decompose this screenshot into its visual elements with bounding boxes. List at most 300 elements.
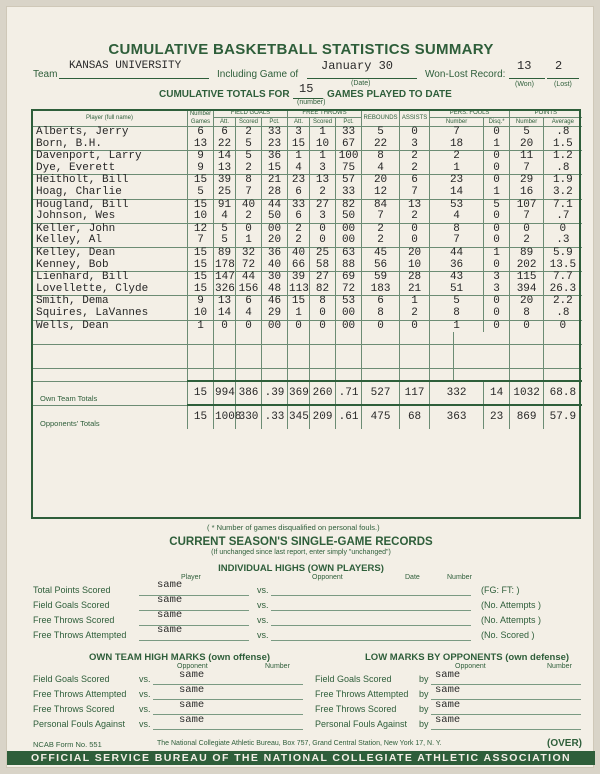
stat-dq: 0 (484, 296, 510, 308)
ft-scored-header: Scored (310, 118, 336, 127)
col-date: Date (405, 574, 420, 581)
low-row-value: same (435, 684, 461, 696)
by-label: by (419, 689, 429, 699)
stat-ftm: 25 (310, 247, 336, 259)
ft-pct-header: Pct. (336, 118, 362, 127)
stat-dq: 3 (484, 272, 510, 284)
stat-fgm: 40 (236, 199, 262, 211)
stat-fgp: 36 (262, 151, 288, 163)
blank-cell (362, 356, 400, 368)
stat-ftm: 0 (310, 320, 336, 332)
stat-ftm: 1 (310, 151, 336, 163)
blank-cell (430, 332, 454, 344)
total-pts: 869 (510, 405, 544, 429)
team-row-label: Free Throws Attempted (33, 689, 127, 699)
player-line (139, 595, 249, 596)
stat-pf: 36 (430, 260, 484, 272)
stat-fgm: 44 (236, 272, 262, 284)
stat-avg: 13.5 (544, 260, 582, 272)
stat-ast: 0 (400, 223, 430, 235)
stat-avg: .8 (544, 308, 582, 320)
stat-g: 1 (188, 320, 214, 332)
stat-fga: 14 (214, 308, 236, 320)
stat-reb: 59 (362, 272, 400, 284)
stat-avg: 7.7 (544, 272, 582, 284)
stat-avg: .8 (544, 163, 582, 175)
team-col-opponent: Opponent (177, 663, 208, 670)
stat-ast: 2 (400, 308, 430, 320)
individual-row-player: same (157, 594, 183, 606)
stat-dq: 3 (484, 284, 510, 296)
stat-fta: 1 (288, 151, 310, 163)
stat-ftp: 50 (336, 211, 362, 223)
losses-value: 2 (555, 59, 563, 73)
stat-fga: 178 (215, 258, 235, 271)
player-name: Wells, Dean (32, 320, 188, 332)
col-opponent: Opponent (312, 574, 343, 581)
low-row-value: same (435, 699, 461, 711)
stat-fgm: 2 (236, 163, 262, 175)
stat-fgm: 0 (236, 320, 262, 332)
stat-fgm: 156 (236, 284, 262, 296)
assists-header: ASSISTS (400, 109, 430, 127)
total-ftp: .61 (336, 405, 362, 429)
table-row (32, 211, 582, 223)
stat-g: 10 (188, 211, 214, 223)
stat-fgp: 48 (262, 284, 288, 296)
stat-pf: 43 (430, 272, 484, 284)
vs-label: vs. (257, 615, 269, 625)
footer-banner: OFFICIAL SERVICE BUREAU OF THE NATIONAL COLLEGIATE ATHLETIC ASSOCIATION (7, 751, 595, 765)
stat-fta: 3 (288, 127, 310, 139)
player-name: Dye, Everett (32, 163, 188, 175)
low-marks-title: LOW MARKS BY OPPONENTS (own defense) (365, 652, 570, 663)
stat-fgp: 23 (262, 139, 288, 151)
low-row-value: same (435, 714, 461, 726)
blank-cell (214, 356, 236, 368)
stat-g: 15 (188, 175, 214, 187)
stat-fgp: 00 (262, 320, 288, 332)
stats-table (31, 109, 582, 429)
stat-ftp: 72 (336, 284, 362, 296)
total-fta: 345 (288, 405, 310, 429)
blank-row (32, 368, 582, 381)
individual-row-extra: (No. Attempts ) (481, 600, 542, 610)
team-label: Team (33, 69, 58, 80)
opponents-totals-row-label: Opponents' Totals (32, 405, 188, 429)
stat-pts: 20 (510, 296, 544, 308)
stat-ftp: 57 (336, 175, 362, 187)
stat-ftp: 63 (336, 247, 362, 259)
total-g: 15 (188, 405, 214, 429)
stat-reb: 12 (362, 187, 400, 199)
individual-row-extra: (No. Scored ) (481, 630, 535, 640)
low-opponent-line (431, 729, 581, 730)
team-col-number: Number (265, 663, 290, 670)
individual-row-label: Field Goals Scored (33, 600, 110, 610)
by-label: by (419, 704, 429, 714)
stat-fga: 5 (214, 235, 236, 247)
total-reb: 527 (362, 381, 400, 405)
stat-pf: 8 (430, 308, 484, 320)
stat-ftp: 100 (336, 151, 362, 163)
blank-cell (288, 332, 310, 344)
stat-fgp: 29 (262, 308, 288, 320)
stat-avg: .7 (544, 211, 582, 223)
stat-fga: 91 (214, 199, 236, 211)
stat-ftm: 0 (310, 308, 336, 320)
stat-pf: 51 (430, 284, 484, 296)
stat-ftp: 00 (336, 308, 362, 320)
stat-avg: 3.2 (544, 187, 582, 199)
blank-cell (362, 332, 400, 344)
total-fgp: .39 (262, 381, 288, 405)
team-opponent-line (153, 684, 303, 685)
stat-fta: 1 (288, 308, 310, 320)
stat-ast: 2 (400, 151, 430, 163)
stat-ftp: 75 (336, 163, 362, 175)
stat-pts: 8 (510, 308, 544, 320)
stat-ftm: 3 (310, 211, 336, 223)
blank-cell (188, 368, 214, 381)
blank-cell (544, 332, 582, 344)
stat-fga: 13 (214, 296, 236, 308)
table-row (32, 163, 582, 175)
stat-fgp: 33 (262, 127, 288, 139)
blank-cell (310, 356, 336, 368)
blank-cell (214, 332, 236, 344)
stat-ftp: 88 (336, 260, 362, 272)
opponent-line (271, 595, 471, 596)
team-row-label: Field Goals Scored (33, 674, 110, 684)
stat-dq: 0 (484, 127, 510, 139)
date-caption: (Date) (351, 80, 371, 87)
blank-row (32, 344, 582, 356)
stat-ftp: 00 (336, 235, 362, 247)
over-label: (OVER) (547, 738, 582, 749)
stat-reb: 2 (362, 223, 400, 235)
stat-fgp: 28 (262, 187, 288, 199)
individual-row-player: same (157, 579, 183, 591)
stat-reb: 2 (362, 235, 400, 247)
stat-fta: 33 (288, 199, 310, 211)
stat-reb: 183 (362, 284, 400, 296)
stat-g: 7 (188, 235, 214, 247)
total-pf: 332 (430, 381, 484, 405)
stat-avg: 1.2 (544, 151, 582, 163)
blank-cell (262, 368, 288, 381)
stat-ast: 0 (400, 235, 430, 247)
stat-dq: 0 (484, 320, 510, 332)
player-name: Hougland, Bill (32, 199, 188, 211)
total-fgm: 386 (236, 381, 262, 405)
stat-dq: 5 (484, 199, 510, 211)
stat-ftm: 27 (310, 199, 336, 211)
blank-cell (32, 368, 188, 381)
stat-reb: 6 (362, 296, 400, 308)
team-opponent-line (153, 699, 303, 700)
stat-fgp: 36 (262, 247, 288, 259)
blank-cell (430, 356, 454, 368)
team-opponent-line (153, 729, 303, 730)
stat-fga: 5 (214, 223, 236, 235)
wins-value: 13 (517, 59, 532, 73)
stat-pf: 7 (430, 235, 484, 247)
stat-g: 15 (188, 199, 214, 211)
lost-caption: (Lost) (554, 81, 572, 88)
stat-pts: 115 (510, 272, 544, 284)
fouls-header: PERS. FOULS (430, 109, 510, 118)
stat-fgm: 2 (236, 211, 262, 223)
stat-fga: 147 (215, 271, 235, 284)
stat-dq: 0 (484, 308, 510, 320)
low-col-number: Number (547, 663, 572, 670)
individual-row-player: same (157, 609, 183, 621)
stat-reb: 7 (362, 211, 400, 223)
free-throws-header: FREE THROWS (288, 109, 362, 118)
pts-average-header: Average (544, 118, 582, 127)
stat-fgp: 50 (262, 211, 288, 223)
losses-field (547, 57, 579, 79)
stat-fga: 326 (215, 282, 235, 295)
vs-label: vs. (139, 674, 151, 684)
individual-row-label: Total Points Scored (33, 585, 111, 595)
total-ast: 117 (400, 381, 430, 405)
vs-label: vs. (257, 600, 269, 610)
stat-avg: 5.9 (544, 247, 582, 259)
stat-ast: 1 (400, 296, 430, 308)
stat-fga: 14 (214, 151, 236, 163)
blank-row (32, 332, 582, 344)
player-name: Johnson, Wes (32, 211, 188, 223)
stat-ast: 7 (400, 187, 430, 199)
stat-g: 9 (188, 163, 214, 175)
stat-avg: 1.9 (544, 175, 582, 187)
stat-fgm: 6 (236, 296, 262, 308)
stat-ftm: 58 (310, 260, 336, 272)
stat-reb: 45 (362, 247, 400, 259)
team-field (59, 57, 209, 79)
stat-pf: 53 (430, 199, 484, 211)
stat-fgp: 44 (262, 199, 288, 211)
stat-dq: 0 (484, 211, 510, 223)
stat-fta: 15 (288, 296, 310, 308)
stat-ast: 28 (400, 272, 430, 284)
stat-g: 15 (188, 272, 214, 284)
blank-cell (236, 356, 262, 368)
stat-avg: .8 (544, 127, 582, 139)
blank-cell (214, 368, 236, 381)
stat-pf: 8 (430, 223, 484, 235)
stat-pts: 29 (510, 175, 544, 187)
footnote: ( * Number of games disqualified on personal fouls.) (207, 523, 380, 532)
vs-label: vs. (139, 704, 151, 714)
stat-g: 15 (188, 247, 214, 259)
stat-fga: 13 (214, 163, 236, 175)
player-name: Hoag, Charlie (32, 187, 188, 199)
stat-ast: 0 (400, 320, 430, 332)
stat-pf: 1 (430, 163, 484, 175)
total-dq: 14 (484, 381, 510, 405)
blank-cell (454, 332, 510, 344)
game-date-field (307, 57, 417, 79)
total-pts: 1032 (510, 381, 544, 405)
low-row-value: same (435, 669, 461, 681)
player-line (139, 640, 249, 641)
blank-cell (362, 368, 400, 381)
blank-row (32, 356, 582, 368)
stat-pf: 18 (430, 139, 484, 151)
stat-g: 10 (188, 308, 214, 320)
player-name: Squires, LaVannes (32, 308, 188, 320)
table-row (32, 320, 582, 332)
player-name: Kenney, Bob (32, 260, 188, 272)
stat-dq: 0 (484, 235, 510, 247)
stat-ast: 2 (400, 163, 430, 175)
own-totals-row (32, 381, 582, 405)
stat-ftp: 53 (336, 296, 362, 308)
stat-reb: 20 (362, 175, 400, 187)
stat-avg: 0 (544, 320, 582, 332)
blank-cell (310, 368, 336, 381)
stat-avg: 1.5 (544, 139, 582, 151)
stat-fgp: 46 (262, 296, 288, 308)
stat-fgm: 72 (236, 260, 262, 272)
blank-cell (262, 332, 288, 344)
stat-ftm: 0 (310, 223, 336, 235)
blank-cell (454, 356, 510, 368)
table-row (32, 284, 582, 296)
stat-fta: 66 (288, 260, 310, 272)
blank-cell (544, 356, 582, 368)
total-g: 15 (188, 381, 214, 405)
stat-fgm: 5 (236, 151, 262, 163)
stat-g: 12 (188, 223, 214, 235)
fg-pct-header: Pct. (262, 118, 288, 127)
stat-pts: 394 (510, 284, 544, 296)
blank-cell (510, 368, 544, 381)
stat-fta: 0 (288, 320, 310, 332)
player-line (139, 625, 249, 626)
total-ftp: .71 (336, 381, 362, 405)
team-row-label: Personal Fouls Against (33, 719, 126, 729)
stat-pf: 44 (430, 247, 484, 259)
stat-g: 9 (188, 151, 214, 163)
total-fga: 1008 (214, 405, 236, 429)
team-row-value: same (179, 669, 205, 681)
stat-ast: 2 (400, 211, 430, 223)
stat-fgp: 21 (262, 175, 288, 187)
stat-ftm: 1 (310, 127, 336, 139)
number-caption: (number) (297, 99, 326, 106)
page-title: CUMULATIVE BASKETBALL STATISTICS SUMMARY (108, 41, 494, 58)
stat-fga: 4 (214, 211, 236, 223)
stat-pf: 7 (430, 127, 484, 139)
blank-cell (310, 332, 336, 344)
low-row-label: Free Throws Scored (315, 704, 397, 714)
won-lost-label: Won-Lost Record: (425, 69, 506, 80)
stat-fgp: 15 (262, 163, 288, 175)
opponent-line (271, 625, 471, 626)
stat-pf: 23 (430, 175, 484, 187)
total-avg: 68.8 (544, 381, 582, 405)
vs-label: vs. (257, 585, 269, 595)
stat-pts: 5 (510, 127, 544, 139)
stat-dq: 0 (484, 223, 510, 235)
stat-fta: 40 (288, 247, 310, 259)
stat-g: 13 (188, 139, 214, 151)
team-high-title: OWN TEAM HIGH MARKS (own offense) (89, 652, 271, 663)
individual-row-label: Free Throws Scored (33, 615, 115, 625)
team-row-value: same (179, 714, 205, 726)
col-player: Player (181, 574, 201, 581)
games-header: Number Games (188, 109, 214, 127)
blank-cell (400, 332, 430, 344)
stat-reb: 84 (362, 199, 400, 211)
blank-cell (336, 356, 362, 368)
pts-number-header: Number (510, 118, 544, 127)
individual-row-extra: (No. Attempts ) (481, 615, 542, 625)
stat-ast: 21 (400, 284, 430, 296)
opponent-line (271, 640, 471, 641)
stat-fgp: 00 (262, 223, 288, 235)
rebounds-header: REBOUNDS (362, 109, 400, 127)
stat-fta: 4 (288, 163, 310, 175)
blank-cell (510, 356, 544, 368)
col-number: Number (447, 574, 472, 581)
stat-g: 5 (188, 187, 214, 199)
stat-fta: 113 (289, 282, 309, 295)
low-row-label: Field Goals Scored (315, 674, 392, 684)
blank-cell (400, 368, 430, 381)
blank-cell (336, 332, 362, 344)
including-label: Including Game of (217, 69, 299, 80)
stat-fgm: 0 (236, 223, 262, 235)
blank-cell (336, 368, 362, 381)
stat-ast: 20 (400, 247, 430, 259)
player-name: Alberts, Jerry (32, 127, 188, 139)
stat-reb: 4 (362, 163, 400, 175)
totals-suffix: GAMES PLAYED TO DATE (327, 89, 452, 100)
stat-fta: 6 (288, 211, 310, 223)
total-ftm: 260 (310, 381, 336, 405)
total-avg: 57.9 (544, 405, 582, 429)
stat-ast: 13 (400, 199, 430, 211)
form-number: NCAB Form No. 551 (33, 740, 102, 749)
stat-reb: 0 (362, 320, 400, 332)
stat-fgm: 7 (236, 187, 262, 199)
stat-pts: 20 (510, 139, 544, 151)
stat-ftm: 82 (310, 284, 336, 296)
pf-number-header: Number (430, 118, 484, 127)
stat-fgp: 40 (262, 260, 288, 272)
stat-ast: 0 (400, 127, 430, 139)
individual-row-extra: (FG: FT: ) (481, 585, 520, 595)
records-title: CURRENT SEASON'S SINGLE-GAME RECORDS (169, 536, 433, 548)
low-row-label: Personal Fouls Against (315, 719, 408, 729)
stat-reb: 56 (362, 260, 400, 272)
stat-ftm: 8 (310, 296, 336, 308)
records-subtitle: (If unchanged since last report, enter simply "unchanged") (211, 549, 391, 556)
stat-avg: 2.2 (544, 296, 582, 308)
blank-cell (236, 332, 262, 344)
stat-ftm: 0 (310, 235, 336, 247)
stat-fta: 6 (288, 187, 310, 199)
player-name: Smith, Dema (32, 296, 188, 308)
player-name: Lovellette, Clyde (32, 284, 188, 296)
stat-fgm: 5 (236, 139, 262, 151)
bureau-address: The National Collegiate Athletic Bureau, Box 757, Grand Central Station, New York 17, N. Y. (157, 740, 442, 747)
